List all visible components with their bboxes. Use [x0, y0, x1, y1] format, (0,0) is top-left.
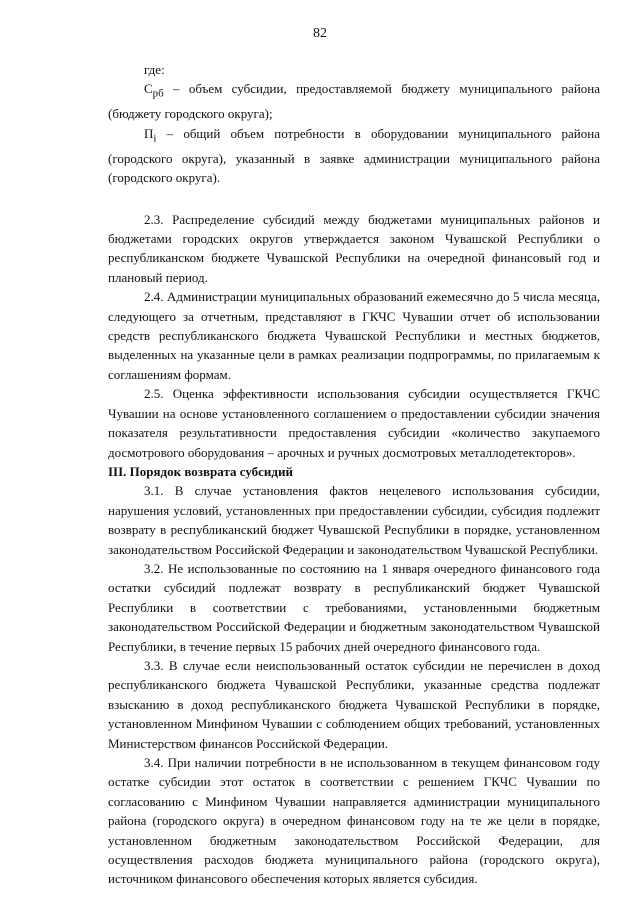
intro-text: где:: [144, 62, 165, 77]
definition-item: [108, 79, 600, 123]
paragraph: 2.5. Оценка эффективности использования субсидии осуществляется ГКЧС Чувашии на основе установленного соглашением о предоставлении субсидии значения показателя результативности предоставления субсидии «количество закупаемого досмотрового оборудования – арочных и ручных досмотровых металлодетекторов».: [108, 386, 600, 460]
paragraph: 3.1. В случае установления фактов нецелевого использования субсидии, нарушения условий, установленных при предоставлении субсидии, субсидия подлежит возврату в республиканский бюджет Чувашской Республики в порядке, установленном законодательством Российской Федерации и законодательством Чувашской Республики.: [108, 483, 600, 557]
formula-subscript: i: [153, 132, 157, 145]
formula-symbol: С: [144, 81, 153, 97]
paragraph: 2.3. Распределение субсидий между бюджетами муниципальных районов и бюджетами городских округов утверждается законом Чувашской Республики о республиканском бюджете Чувашской Республики на очередной финансовый год и плановый период.: [108, 211, 600, 285]
section-heading: III. Порядок возврата субсидий: [108, 463, 293, 479]
definition-item: [108, 124, 600, 188]
spacer: [108, 188, 600, 210]
page-content: [108, 60, 600, 889]
definition-text: – общий объем потребности в оборудовании муниципального района (городского округа), указанный в заявке администрации муниципального района (городского округа).: [108, 125, 600, 186]
formula-subscript: рб: [152, 88, 164, 100]
paragraph: 2.4. Администрации муниципальных образований ежемесячно до 5 числа месяца, следующего за отчетным, представляют в ГКЧС Чувашии отчет об использовании средств республиканского бюджета Чувашской Республики и местных бюджетов, выделенных на указанные цели в рамках реализации подпрограммы, по прилагаемым к соглашениям формам.: [108, 289, 600, 382]
definition-text: – объем субсидии, предоставляемой бюджету муниципального района (бюджету городского округа);: [108, 81, 600, 122]
paragraph: 3.2. Не использованные по состоянию на 1 января очередного финансового года остатки субсидий подлежат возврату в республиканский бюджет Чувашской Республики в соответствии с требованиями, установленными бюджетным законодательством Российской Федерации и бюджетным законодательством Чувашской Республики, в течение первых 15 рабочих дней очередного финансового года.: [108, 560, 600, 654]
page-number: 82: [313, 26, 327, 41]
formula-symbol: П: [144, 125, 154, 141]
paragraph: 3.3. В случае если неиспользованный остаток субсидии не перечислен в доход республиканского бюджета Чувашской Республики, указанные средства подлежат взысканию в доход республиканского бюджета Чувашской Республики в порядке, установленном Минфином Чувашии с соблюдением общих требований, установленных Министерством финансов Российской Федерации.: [108, 657, 600, 751]
paragraph: 3.4. При наличии потребности в не использованном в текущем финансовом году остатке субсидии этот остаток в соответствии с решением ГКЧС Чувашии по согласованию с Минфином Чувашии направляется администрации муниципального района (городского округа) в очередном финансовом году на те же цели в порядке, установленном бюджетным законодательством Российской Федерации, для осуществления расходов бюджета муниципального района (городского округа), источником финансового обеспечения которых является субсидия.: [108, 755, 600, 887]
